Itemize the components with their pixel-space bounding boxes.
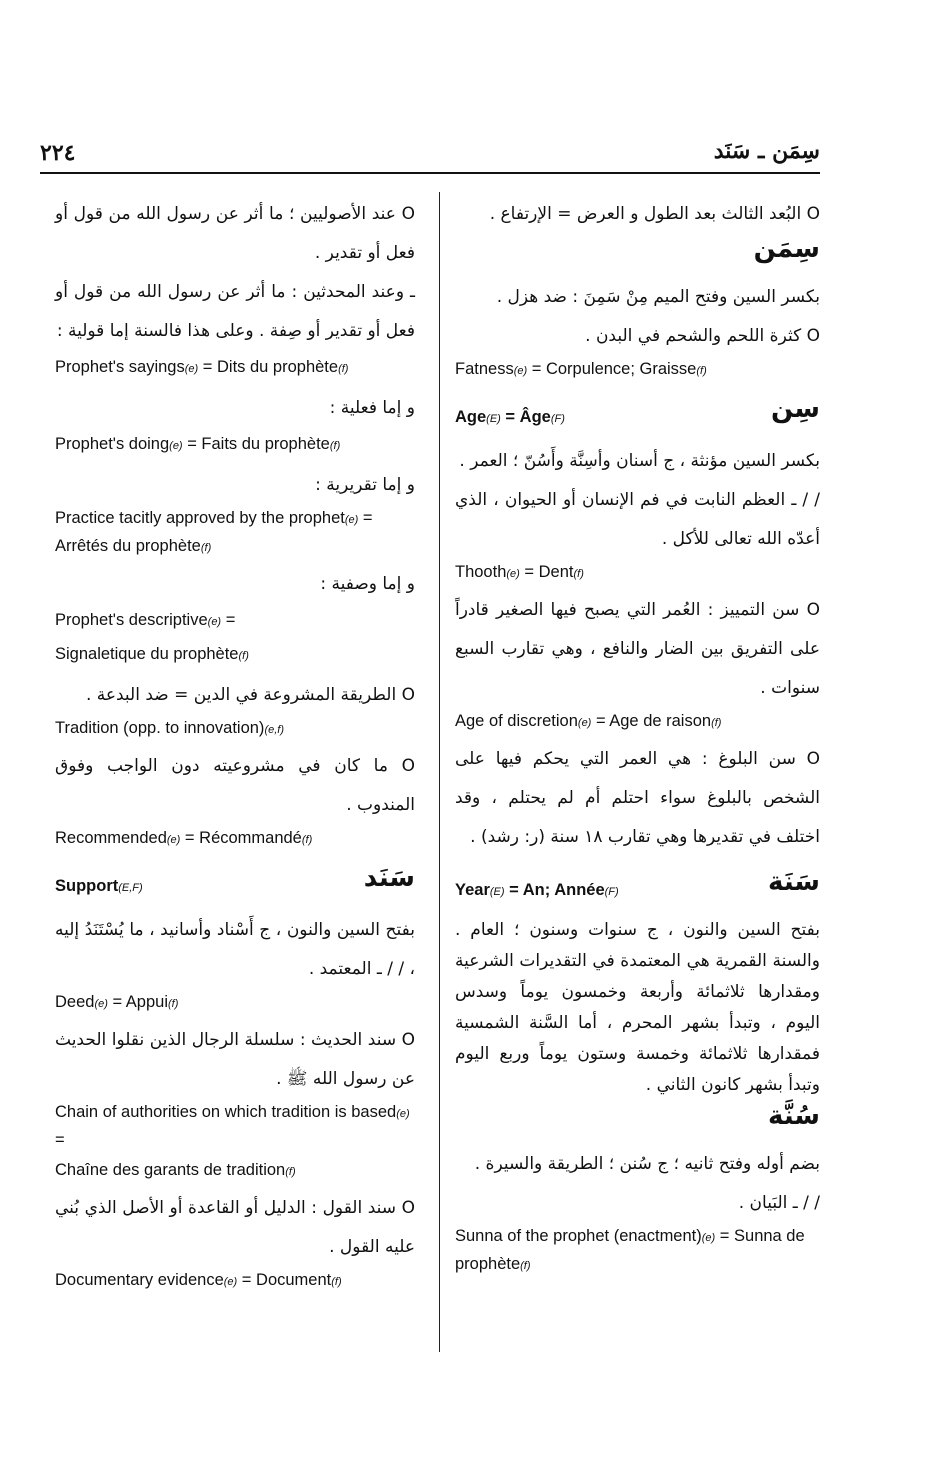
definition: O كثرة اللحم والشحم في البدن . xyxy=(585,326,820,346)
translation: Age of discretion(e) = Age de raison(f) xyxy=(455,712,722,730)
definition: O ما كان في مشروعيته دون الواجب وفوق المندوب . xyxy=(55,756,415,815)
page-header xyxy=(40,138,820,172)
definition: و إما تقريرية : xyxy=(315,475,415,495)
definition: / / ـ البَيان . xyxy=(738,1193,820,1213)
definition: ـ وعند المحدثين : ما أثر عن رسول الله من قول أو فعل أو تقدير أو صِفة . وعلى هذا فالسنة إما قولية : xyxy=(55,282,415,341)
headword-sinn: سِن xyxy=(771,394,820,424)
definition: O الطريقة المشروعة في الدين = ضد البدعة . xyxy=(85,685,415,705)
headword-sana: سَنَة xyxy=(768,867,820,897)
headword-sunna: سُنَّة xyxy=(768,1101,820,1131)
running-title: سِمَن ـ سَنَد xyxy=(713,138,820,164)
definition: بكسر السين مؤنثة ، ج أسنان وأسِنَّة وأَسُنّ ؛ العمر . xyxy=(459,451,820,471)
translation: Thooth(e) = Dent(f) xyxy=(455,563,584,581)
translation: Tradition (opp. to innovation)(e,f) xyxy=(55,719,284,737)
headword-saman: سِمَن xyxy=(753,234,820,264)
translation: Recommended(e) = Récommandé(f) xyxy=(55,829,313,847)
translation: Chaîne des garants de tradition(f) xyxy=(55,1161,296,1179)
translation: Documentary evidence(e) = Document(f) xyxy=(55,1271,342,1289)
headword-sanad: سَنَد xyxy=(363,863,415,893)
entry-head-sanad xyxy=(55,863,415,911)
left-column xyxy=(55,195,415,1299)
translation: Deed(e) = Appui(f) xyxy=(55,993,179,1011)
definition: و إما فعلية : xyxy=(329,398,415,418)
definition: O سند الحديث : سلسلة الرجال الذين نقلوا الحديث عن رسول الله ﷺ . xyxy=(55,1030,415,1089)
entry-head-sana xyxy=(455,867,820,915)
definition: بفتح السين والنون ، ج سنوات وسنون ؛ العام . والسنة القمرية هي المعتمدة في التقديرات الشرعية ومقدارها ثلاثمائة وأربعة وخمسون يوماً وسدس اليوم ، وتبدأ بشهر المحرم ، أما السَّنة الشمسية فمقدارها ثلاثمائة وخمسة وستون يوماً وربع اليوم وتبدأ بشهر كانون الثاني . xyxy=(455,920,820,1095)
right-column xyxy=(455,195,820,1283)
page-number: ٢٢٤ xyxy=(40,140,76,166)
entry-head-sinn xyxy=(455,394,820,442)
definition: O عند الأصوليين ؛ ما أثر عن رسول الله من قول أو فعل أو تقدير . xyxy=(55,204,415,263)
translation: Prophet's sayings(e) = Dits du prophète(f) xyxy=(55,358,349,376)
definition: O سن البلوغ : هي العمر التي يحكم فيها على الشخص بالبلوغ سواء احتلم أم لم يحتلم ، وقد اختلف في تقديرها وهي تقارب ١٨ سنة (ر: رشد) . xyxy=(455,749,820,847)
translation: Prophet's descriptive(e) = Signaletique du prophète(f) xyxy=(55,611,249,663)
translation: Prophet's doing(e) = Faits du prophète(f) xyxy=(55,435,341,453)
definition: و إما وصفية : xyxy=(320,574,415,594)
headword-translation: Support(E,F) xyxy=(55,877,143,895)
definition: بضم أوله وفتح ثانيه ؛ ج سُنن ؛ الطريقة والسيرة . xyxy=(474,1154,820,1174)
headword-translation: Age(E) = Âge(F) xyxy=(455,408,565,426)
header-rule xyxy=(40,172,820,174)
translation: Sunna of the prophet (enactment)(e) = Sunna de prophète(f) xyxy=(455,1227,805,1273)
definition: O البُعد الثالث بعد الطول و العرض = الإرتفاع . xyxy=(489,204,820,224)
definition: O سن التمييز : العُمر التي يصبح فيها الصغير قادراً على التفريق بين الضار والنافع ، وهي تقارب السبع سنوات . xyxy=(455,600,820,698)
definition: O سند القول : الدليل أو القاعدة أو الأصل الذي بُني عليه القول . xyxy=(55,1198,415,1257)
translation: Chain of authorities on which tradition is based(e) = xyxy=(55,1103,410,1149)
definition: بكسر السين وفتح الميم مِنْ سَمِنَ : ضد هزل . xyxy=(496,287,820,307)
translation: Fatness(e) = Corpulence; Graisse(f) xyxy=(455,360,707,378)
translation: Practice tacitly approved by the prophet(e) = Arrêtés du prophète(f) xyxy=(55,509,373,555)
definition: بفتح السين والنون ، ج أَسْناد وأسانيد ، ما يُسْتَنَدُ إليه ، / / ـ المعتمد . xyxy=(55,920,415,979)
column-divider xyxy=(439,192,440,1352)
definition: / / ـ العظم النابت في فم الإنسان أو الحيوان ، الذي أعدّه الله تعالى للأكل . xyxy=(455,490,820,549)
headword-translation: Year(E) = An; Année(F) xyxy=(455,881,619,899)
